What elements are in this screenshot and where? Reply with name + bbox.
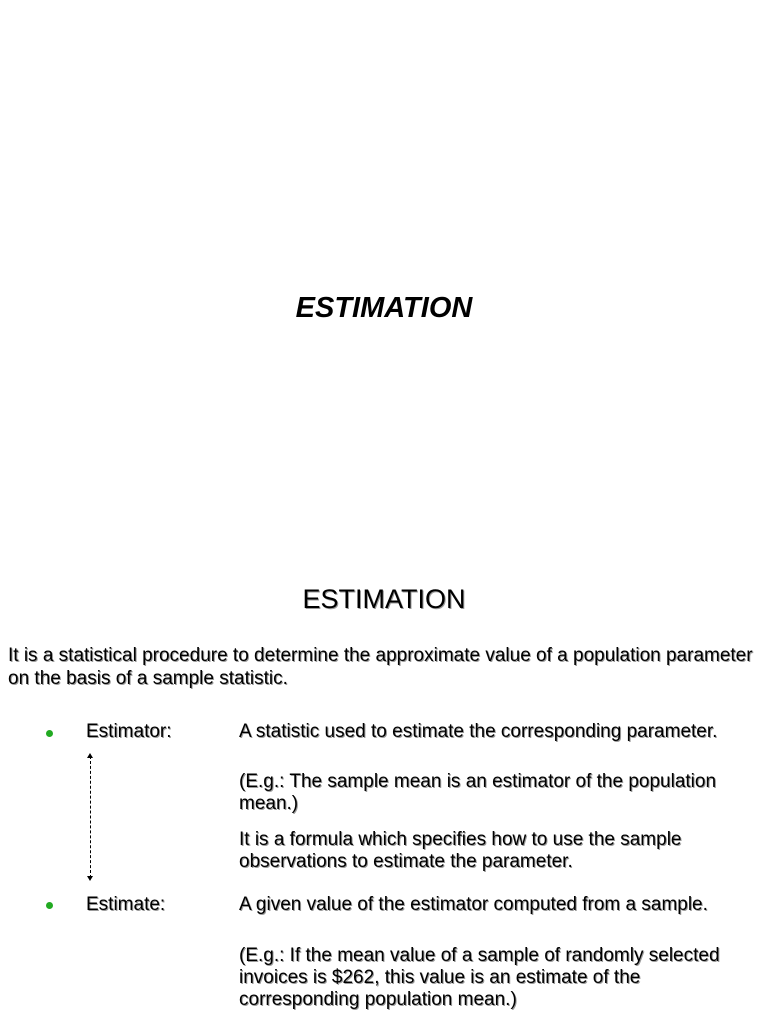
slide-1-title: ESTIMATION <box>295 292 473 324</box>
slide-2 <box>0 512 768 1024</box>
estimator-example: (E.g.: The sample mean is an estimator of the population mean.) <box>239 771 717 814</box>
term-estimator: Estimator: <box>86 721 172 742</box>
estimator-note: It is a formula which specifies how to use the sample observations to estimate the parameter. <box>239 829 682 872</box>
bullet-icon <box>46 730 53 737</box>
estimator-definition: A statistic used to estimate the corresponding parameter. <box>239 721 718 742</box>
intro-paragraph: It is a statistical procedure to determine the approximate value of a population parameter on the basis of a sample statistic. <box>8 645 753 689</box>
double-arrow-icon <box>90 756 92 878</box>
bullet-icon <box>46 902 53 909</box>
slide-2-title: ESTIMATION <box>302 584 466 614</box>
term-estimate: Estimate: <box>86 894 166 915</box>
estimate-example: (E.g.: If the mean value of a sample of randomly selected invoices is $262, this value is an estimate of the corresponding population mean.) <box>239 945 720 1010</box>
estimate-definition: A given value of the estimator computed from a sample. <box>239 894 708 915</box>
